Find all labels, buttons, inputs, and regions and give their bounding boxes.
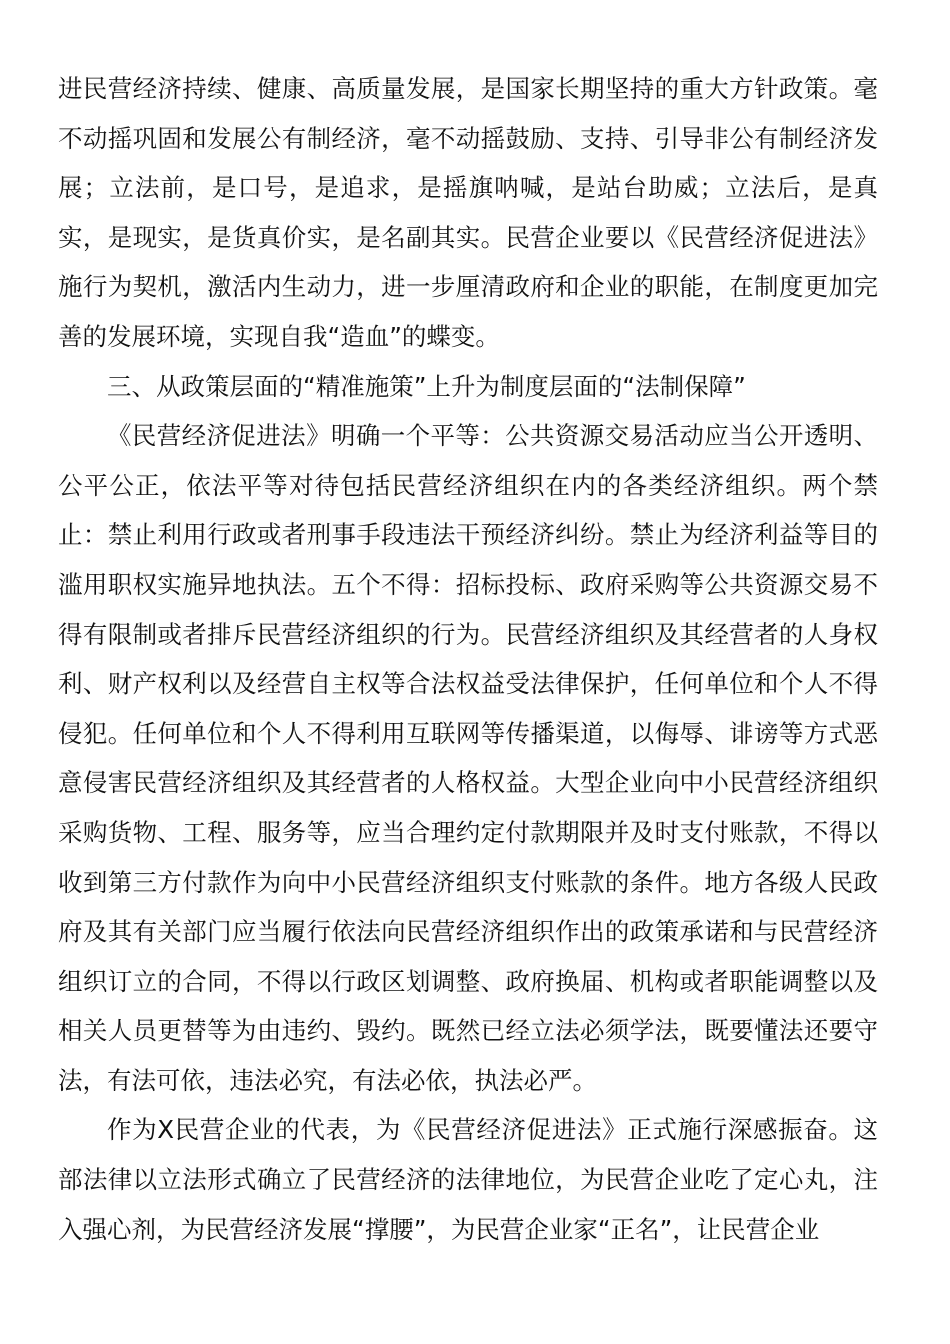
paragraph-continuation: 进民营经济持续、健康、高质量发展，是国家长期坚持的重大方针政策。毫不动摇巩固和发展公有制经济，毫不动摇鼓励、支持、引导非公有制经济发展；立法前，是口号，是追求，是摇旗呐喊，是站台助威；立法后，是真实，是现实，是货真价实，是名副其实。民营企业要以《民营经济促进法》施行为契机，激活内生动力，进一步厘清政府和企业的职能，在制度更加完善的发展环境，实现自我“造血”的蝶变。 bbox=[58, 74, 878, 351]
paragraph-enterprise-representative: 作为X民营企业的代表，为《民营经济促进法》正式施行深感振奋。这部法律以立法形式确立了民营经济的法律地位，为民营企业吃了定心丸，注入强心剂，为民营经济发展“撑腰”，为民营企业家“正名”，让民营企业 bbox=[58, 1115, 878, 1244]
document-page bbox=[58, 64, 878, 1254]
paragraph-law-provisions: 《民营经济促进法》明确一个平等：公共资源交易活动应当公开透明、公平公正，依法平等对待包括民营经济组织在内的各类经济组织。两个禁止：禁止利用行政或者刑事手段违法干预经济纠纷。禁止为经济利益等目的滥用职权实施异地执法。五个不得：招标投标、政府采购等公共资源交易不得有限制或者排斥民营经济组织的行为。民营经济组织及其经营者的人身权利、财产权利以及经营自主权等合法权益受法律保护，任何单位和个人不得侵犯。任何单位和个人不得利用互联网等传播渠道，以侮辱、诽谤等方式恶意侵害民营经济组织及其经营者的人格权益。大型企业向中小民营经济组织采购货物、工程、服务等，应当合理约定付款期限并及时支付账款，不得以收到第三方付款作为向中小民营经济组织支付账款的条件。地方各级人民政府及其有关部门应当履行依法向民营经济组织作出的政策承诺和与民营经济组织订立的合同，不得以行政区划调整、政府换届、机构或者职能调整以及相关人员更替等为由违约、毁约。既然已经立法必须学法，既要懂法还要守法，有法可依，违法必究，有法必依，执法必严。 bbox=[58, 421, 878, 1095]
section-heading-three: 三、从政策层面的“精准施策”上升为制度层面的“法制保障” bbox=[107, 371, 746, 401]
